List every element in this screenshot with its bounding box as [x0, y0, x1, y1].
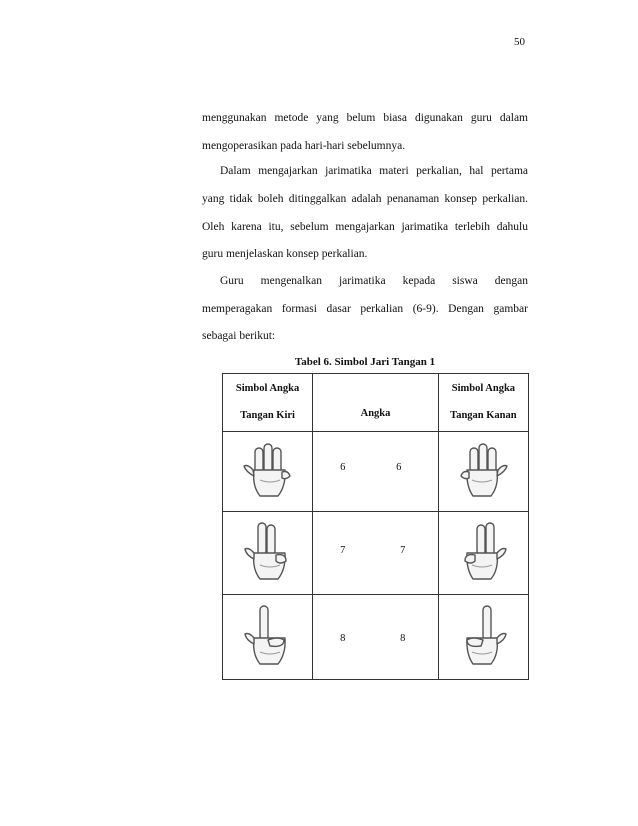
header-right-hand	[438, 374, 528, 432]
right-hand-cell	[438, 595, 528, 680]
paragraph-2-line-4: guru menjelaskan konsep perkalian.	[202, 248, 368, 260]
table-row	[223, 512, 529, 595]
finger-symbol-table	[222, 373, 529, 680]
header-right-line-1: Simbol Angka	[451, 383, 516, 394]
right-hand-seven-icon	[455, 519, 511, 587]
paragraph-1-line-2: mengoperasikan pada hari-hari sebelumnya.	[202, 140, 406, 152]
paragraph-3-line-2: memperagakan formasi dasar perkalian (6-9). Dengan gambar	[202, 303, 528, 315]
header-left-hand	[223, 374, 313, 432]
right-hand-six-icon	[455, 440, 511, 504]
paragraph-2-line-1: Dalam mengajarkan jarimatika materi perkalian, hal pertama	[220, 165, 528, 177]
table-row	[223, 432, 529, 512]
right-hand-cell	[438, 512, 528, 595]
table-caption: Tabel 6. Simbol Jari Tangan 1	[294, 356, 436, 368]
left-hand-six-icon	[240, 440, 296, 504]
number-cell	[313, 432, 439, 512]
page-number: 50	[514, 36, 525, 48]
right-number: 7	[400, 545, 406, 556]
table-header-row	[223, 374, 529, 432]
paragraph-2-line-3: Oleh karena itu, sebelum mengajarkan jarimatika terlebih dahulu	[202, 221, 528, 233]
right-hand-cell	[438, 432, 528, 512]
number-cell	[313, 595, 439, 680]
paragraph-3-line-1: Guru mengenalkan jarimatika kepada siswa dengan	[220, 275, 528, 287]
header-left-line-2: Tangan Kiri	[240, 410, 295, 421]
table-row	[223, 595, 529, 680]
number-cell	[313, 512, 439, 595]
paragraph-3-line-3: sebagai berikut:	[202, 330, 276, 342]
header-right-line-2: Tangan Kanan	[450, 410, 517, 421]
left-hand-cell	[223, 595, 313, 680]
right-hand-eight-icon	[455, 602, 511, 672]
left-hand-cell	[223, 432, 313, 512]
right-number: 8	[400, 633, 406, 644]
header-left-line-1: Simbol Angka	[235, 383, 300, 394]
left-hand-eight-icon	[240, 602, 296, 672]
paragraph-1-line-1: menggunakan metode yang belum biasa digunakan guru dalam	[202, 112, 528, 124]
left-number: 6	[340, 462, 346, 473]
left-number: 8	[340, 633, 346, 644]
header-number: Angka	[313, 374, 439, 432]
left-hand-cell	[223, 512, 313, 595]
left-number: 7	[340, 545, 346, 556]
left-hand-seven-icon	[240, 519, 296, 587]
paragraph-2-line-2: yang tidak boleh ditinggalkan adalah penanaman konsep perkalian.	[202, 193, 528, 205]
right-number: 6	[396, 462, 402, 473]
